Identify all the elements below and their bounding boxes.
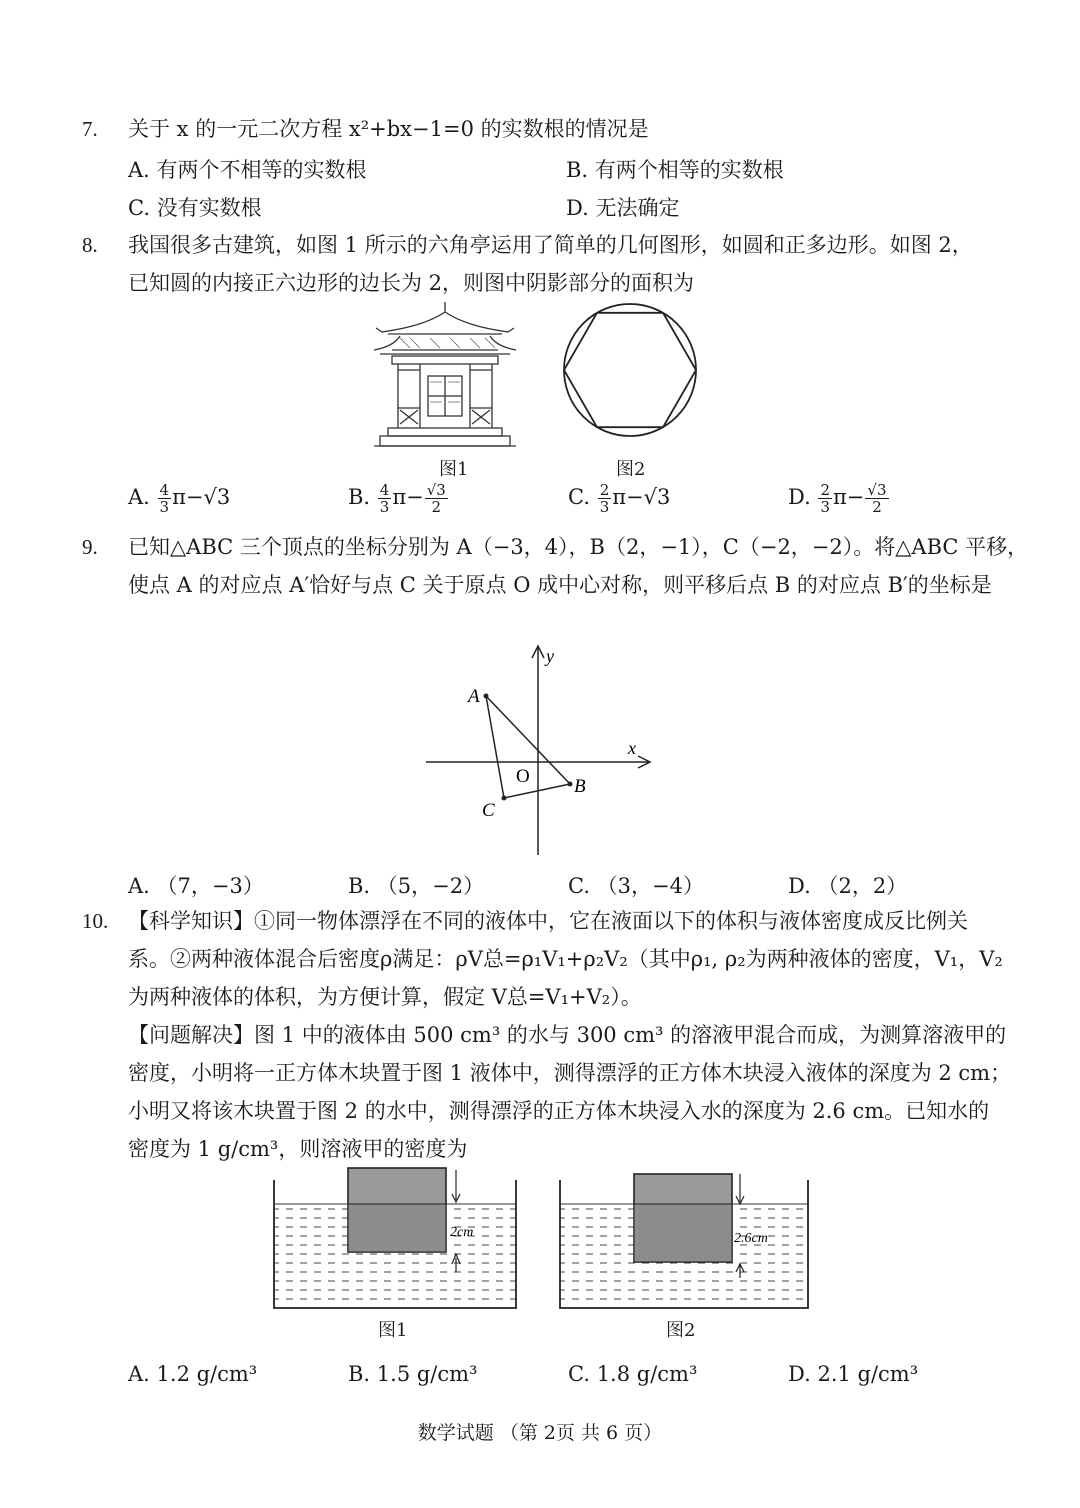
- coordinate-figure: [420, 640, 660, 860]
- origin-label: O: [516, 766, 530, 787]
- q8-option-c: C. $\frac{2}{3}$ π−√3: [568, 481, 671, 516]
- q10-figure1-container: [270, 1160, 520, 1312]
- q8-fig1-caption: 图1: [439, 459, 469, 480]
- q8-stem-line2: 已知圆的内接正六边形的边长为 2，则图中阴影部分的面积为: [128, 271, 695, 295]
- q8-fig2-caption: 图2: [616, 459, 646, 480]
- q8-option-b: B. $\frac{4}{3}$ π− $\frac{√3}{2}$: [348, 481, 446, 516]
- q10-fig2-depth-label: 2.6cm: [734, 1231, 768, 1246]
- y-axis-label: y: [546, 646, 554, 666]
- q10-fig1-depth-label: 2cm: [450, 1225, 474, 1240]
- q8-number: 8.: [82, 233, 98, 257]
- circle-hexagon-figure: [560, 300, 700, 440]
- q8-stem-line1: 我国很多古建筑，如图 1 所示的六角亭运用了简单的几何图形，如圆和正多边形。如图 2，: [128, 233, 973, 257]
- q7-number: 7.: [82, 117, 98, 141]
- q9-option-b: B. （5，−2）: [348, 874, 485, 898]
- q10-line6: 小明又将该木块置于图 2 的水中，测得漂浮的正方体木块浸入水的深度为 2.6 cm。已知水的: [128, 1099, 990, 1123]
- q10-option-b: B. 1.5 g/cm³: [348, 1362, 478, 1386]
- q7-stem: 关于 x 的一元二次方程 x²+bx−1=0 的实数根的情况是: [128, 117, 649, 141]
- q7-option-d: D. 无法确定: [566, 196, 680, 220]
- point-b-label: B: [574, 776, 586, 797]
- q10-line3: 为两种液体的体积，为方便计算，假定 V总=V₁+V₂）。: [128, 985, 642, 1009]
- q10-fig1-caption: 图1: [378, 1320, 408, 1341]
- q8-option-a: A. $\frac{4}{3}$ π−√3: [128, 481, 231, 516]
- q10-fig2-caption: 图2: [666, 1320, 696, 1341]
- q10-number: 10.: [82, 909, 109, 933]
- q8-option-d: D. $\frac{2}{3}$ π− $\frac{√3}{2}$: [788, 481, 887, 516]
- q10-figure2-container: [556, 1160, 812, 1312]
- q10-line5: 密度，小明将一正方体木块置于图 1 液体中，测得漂浮的正方体木块浸入液体的深度为 2 cm；: [128, 1061, 1012, 1085]
- q7-option-a: A. 有两个不相等的实数根: [128, 158, 367, 182]
- q9-number: 9.: [82, 535, 98, 559]
- q10-option-a: A. 1.2 g/cm³: [128, 1362, 258, 1386]
- q10-option-c: C. 1.8 g/cm³: [568, 1362, 698, 1386]
- q9-option-a: A. （7，−3）: [128, 874, 264, 898]
- q7-option-b: B. 有两个相等的实数根: [566, 158, 784, 182]
- q10-option-d: D. 2.1 g/cm³: [788, 1362, 919, 1386]
- x-axis-label: x: [628, 738, 636, 758]
- q10-line1: 【科学知识】①同一物体漂浮在不同的液体中，它在液面以下的体积与液体密度成反比例关: [128, 909, 968, 933]
- q9-stem-line2: 使点 A 的对应点 A′恰好与点 C 关于原点 O 成中心对称，则平移后点 B 的对应点 B′的坐标是: [128, 573, 992, 597]
- q7-option-c: C. 没有实数根: [128, 196, 262, 220]
- point-c-label: C: [482, 800, 495, 821]
- point-a-label: A: [468, 686, 480, 707]
- q10-line2: 系。②两种液体混合后密度ρ满足：ρV总=ρ₁V₁+ρ₂V₂（其中ρ₁, ρ₂为两种液体的密度，V₁，V₂: [128, 947, 1003, 971]
- q9-option-d: D. （2，2）: [788, 874, 908, 898]
- pavilion-figure: [370, 298, 520, 454]
- q10-line7: 密度为 1 g/cm³，则溶液甲的密度为: [128, 1137, 468, 1161]
- q9-stem-line1: 已知△ABC 三个顶点的坐标分别为 A（−3，4），B（2，−1），C（−2，−2）。将△ABC 平移，: [128, 535, 1029, 559]
- q10-line4: 【问题解决】图 1 中的液体由 500 cm³ 的水与 300 cm³ 的溶液甲混合而成，为测算溶液甲的: [128, 1023, 1007, 1047]
- page-footer: 数学试题 （第 2页 共 6 页）: [417, 1422, 663, 1444]
- q9-option-c: C. （3，−4）: [568, 874, 705, 898]
